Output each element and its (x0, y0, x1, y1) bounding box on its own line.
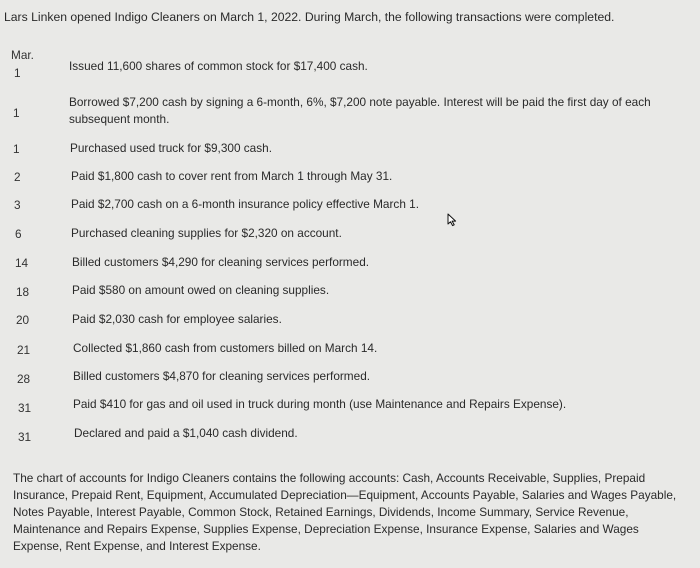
transaction-day: 28 (17, 372, 31, 386)
transaction-day: 20 (16, 313, 30, 327)
chart-of-accounts-paragraph: The chart of accounts for Indigo Cleaners contains the following accounts: Cash, Accounts Receivable, Supplies, Prepaid Insurance, Prepaid Rent, Equipment, Accumulated Depreciation—Equipment, Accounts Payable, Salaries and Wages Payable, Notes Payable, Interest Payable, Common Stock, Retained Earnings, Dividends, Income Summary, Service Revenue, Maintenance and Repairs Expense, Supplies Expense, Depreciation Expense, Insurance Expense, Salaries and Wages Expense, Rent Expense, and Interest Expense. (13, 471, 677, 553)
transaction-description: Billed customers $4,870 for cleaning services performed. (73, 369, 371, 383)
transaction-day: 21 (17, 343, 31, 357)
transaction-day: 6 (15, 227, 22, 241)
transaction-day: 2 (14, 170, 21, 184)
transaction-description: Paid $580 on amount owed on cleaning supplies. (72, 283, 330, 297)
transaction-month: Mar. (11, 48, 34, 62)
transaction-day: 1 (13, 142, 20, 156)
transaction-description: Billed customers $4,290 for cleaning services performed. (72, 255, 370, 269)
transaction-day: 31 (18, 430, 32, 444)
transaction-description: Borrowed $7,200 cash by signing a 6-month, 6%, $7,200 note payable. Interest will be paid the first day of each subsequent month. (69, 95, 651, 126)
intro-text: Lars Linken opened Indigo Cleaners on March 1, 2022. During March, the following transactions were completed. (4, 10, 615, 24)
transaction-description: Paid $2,030 cash for employee salaries. (72, 312, 282, 326)
transaction-day: 18 (16, 285, 30, 299)
mouse-pointer-icon (445, 213, 459, 227)
transaction-description: Paid $2,700 cash on a 6-month insurance policy effective March 1. (71, 197, 419, 211)
transaction-description: Purchased used truck for $9,300 cash. (70, 141, 272, 155)
transaction-description: Issued 11,600 shares of common stock for $17,400 cash. (69, 59, 368, 73)
transaction-description: Declared and paid a $1,040 cash dividend. (74, 426, 298, 440)
transaction-day: 14 (15, 256, 29, 270)
transaction-day: 3 (14, 198, 21, 212)
transaction-description: Collected $1,860 cash from customers billed on March 14. (73, 341, 378, 355)
transaction-description: Purchased cleaning supplies for $2,320 on account. (71, 226, 342, 240)
transaction-day: 31 (18, 401, 32, 415)
transaction-description: Paid $1,800 cash to cover rent from March 1 through May 31. (71, 169, 393, 183)
transaction-day: 1 (13, 106, 20, 120)
transaction-description: Paid $410 for gas and oil used in truck during month (use Maintenance and Repairs Expense). (73, 397, 567, 411)
transaction-day: 1 (14, 66, 21, 80)
